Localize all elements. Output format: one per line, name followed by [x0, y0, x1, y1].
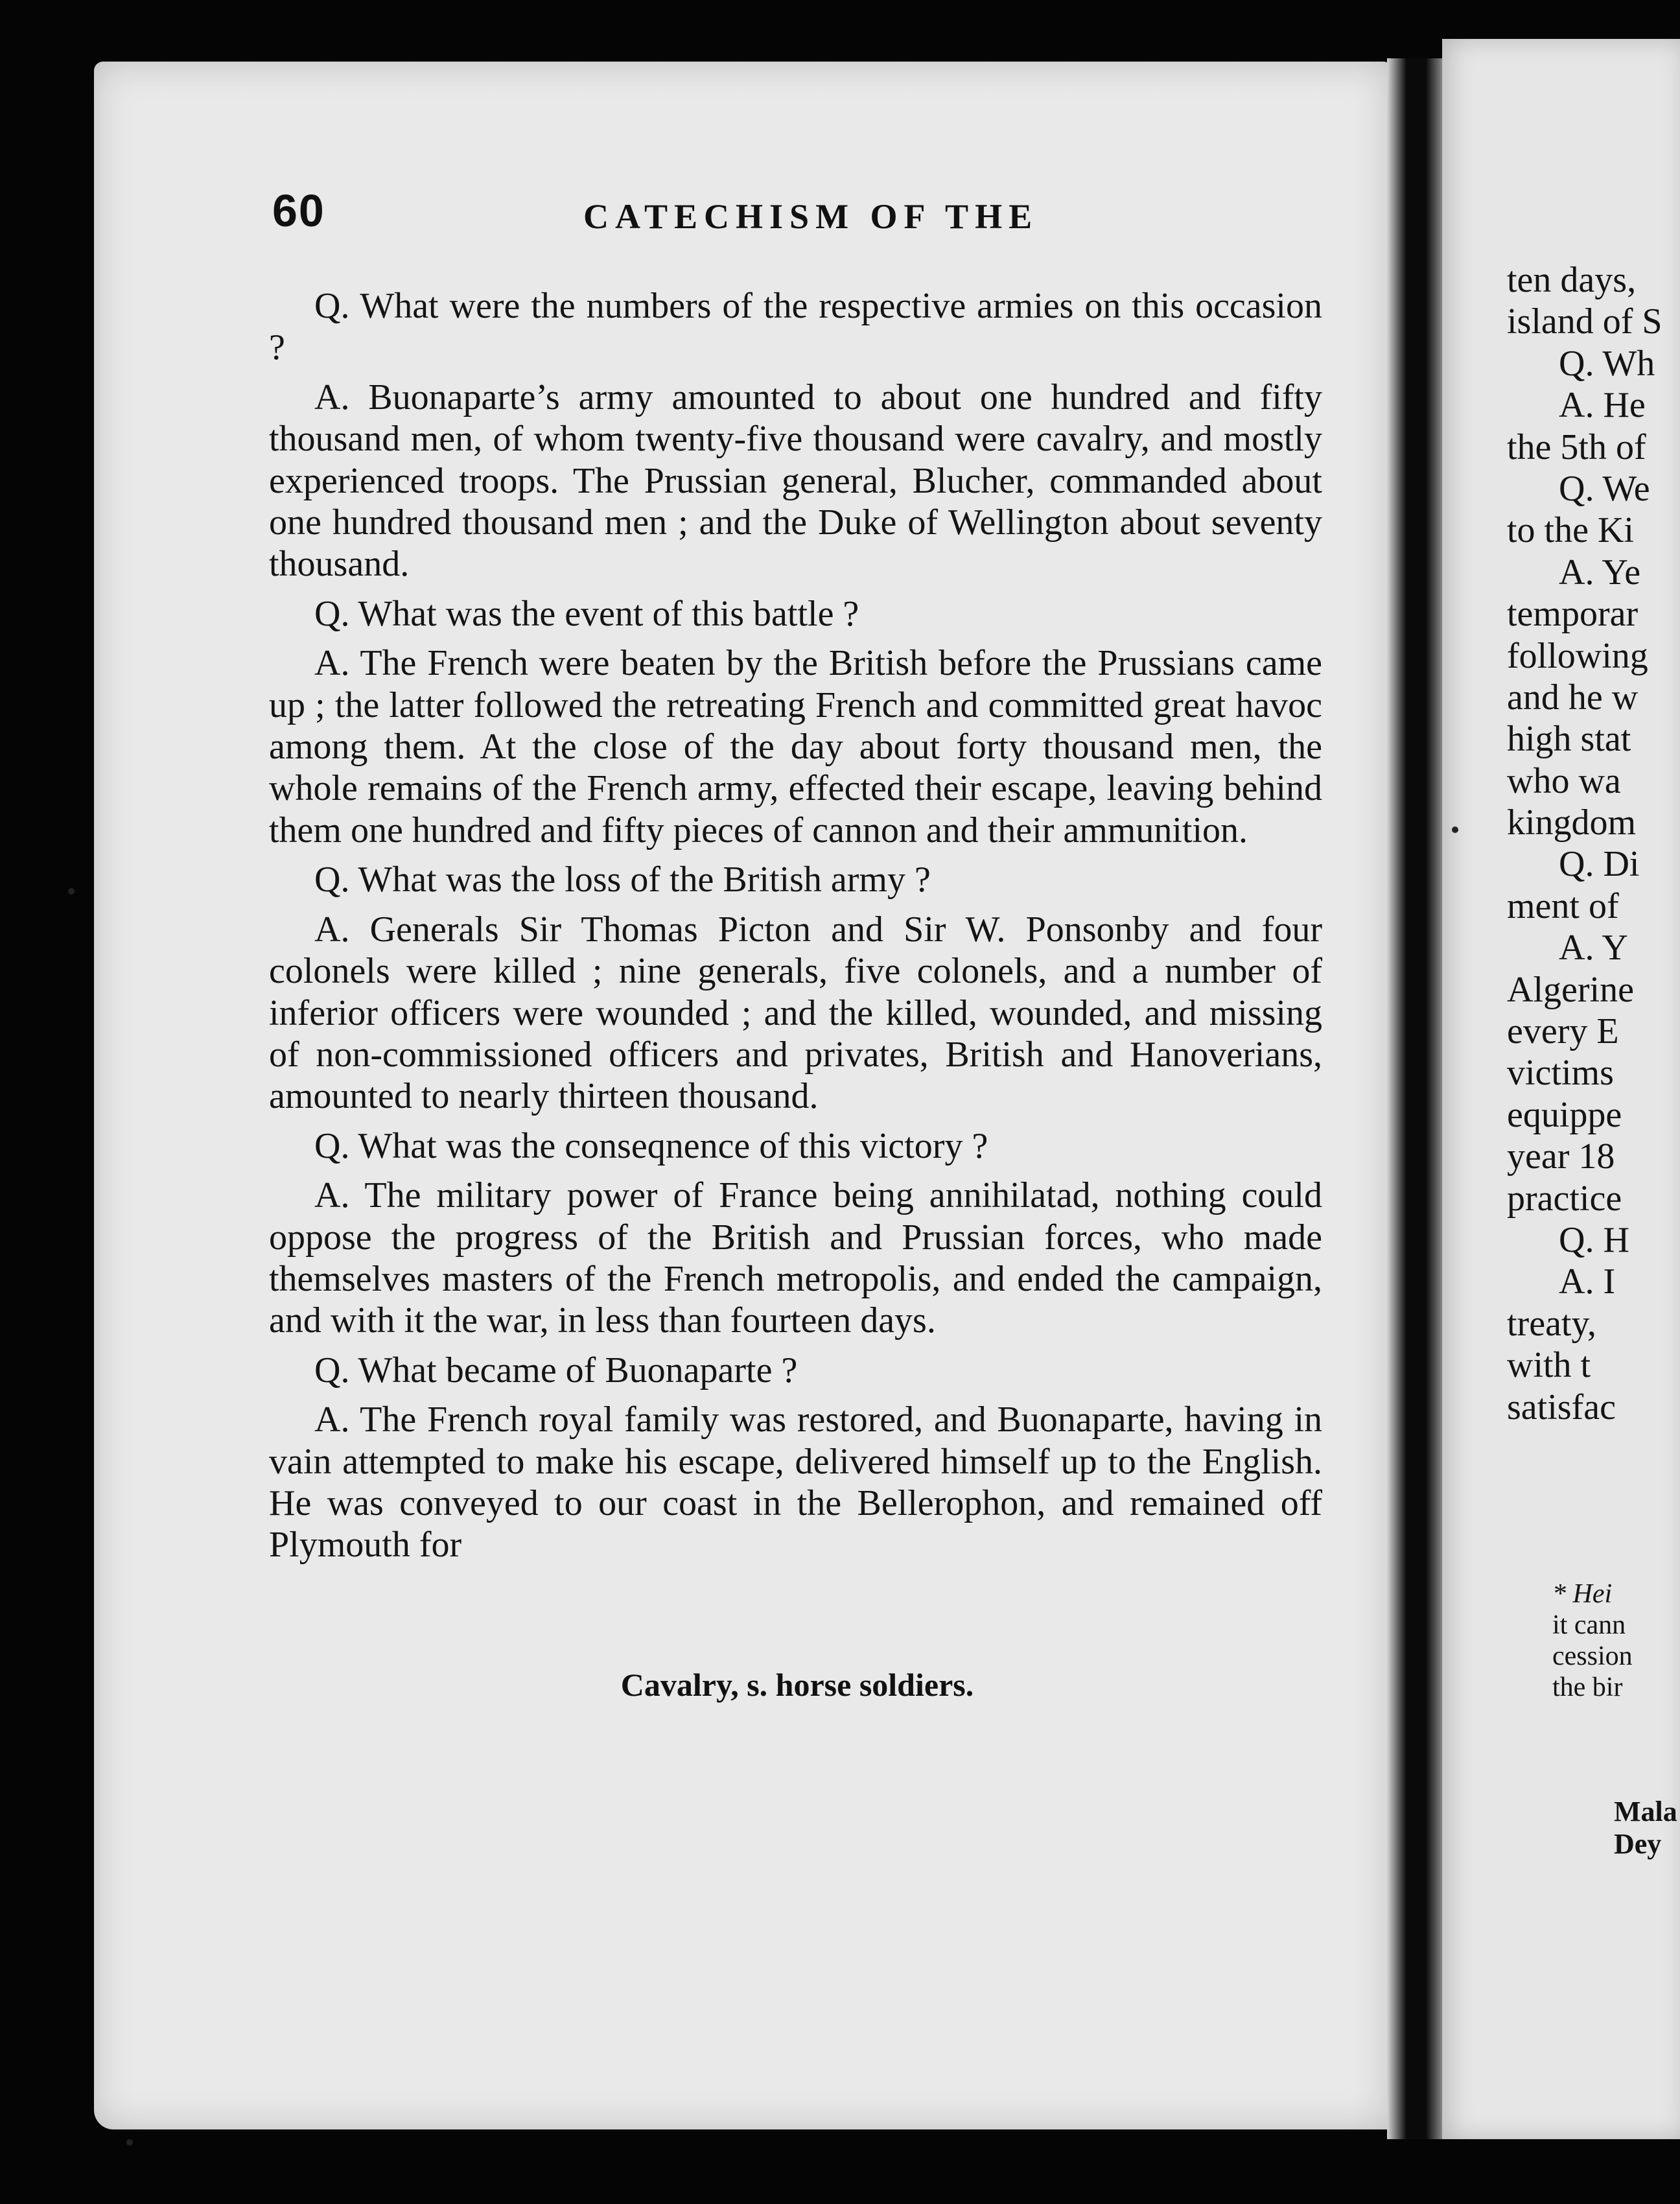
paragraph-question: Q. What was the conseqnence of this victory ?	[314, 1125, 988, 1166]
right-line: with t	[1507, 1345, 1591, 1386]
right-note-line: it cann	[1552, 1610, 1626, 1640]
right-note-line: cession	[1552, 1641, 1633, 1671]
right-note-line: Dey	[1614, 1828, 1662, 1860]
right-line: temporar	[1507, 594, 1639, 635]
right-line: high stat	[1507, 719, 1631, 760]
right-line: Algerine	[1507, 969, 1634, 1010]
right-line: A. Y	[1559, 928, 1628, 968]
right-line: ten days,	[1507, 260, 1637, 300]
right-line: following	[1507, 635, 1648, 676]
right-line: and he w	[1507, 677, 1639, 718]
paragraph-answer: A. The military power of France being annihilatad, nothing could oppose the progress of the British and Prussian forces, who made themselves masters of the French metropolis, and ended the campaign, and with it the war, in less than fourteen days.	[269, 1175, 1322, 1341]
page-number: 60	[272, 185, 325, 236]
paragraph-answer: A. The French were beaten by the British before the Prussians came up ; the latter followed the retreating French and committed great havoc among them. At the close of the day about forty thousand men, the whole remains of the French army, effected their escape, leaving behind them one hundred and fifty pieces of cannon and their ammunition.	[269, 643, 1322, 850]
right-line: every E	[1507, 1011, 1619, 1052]
scan-speck	[126, 2139, 133, 2146]
scan-speck	[68, 888, 75, 895]
right-line: to the Ki	[1507, 510, 1634, 551]
paragraph-answer: A. Buonaparte’s army amounted to about one hundred and fifty thousand men, of whom twenty-five thousand were cavalry, and mostly experienced troops. The Prussian general, Blucher, commanded about one hundred thousand men ; and the Duke of Wellington about seventy thousand.	[269, 377, 1322, 585]
paragraph-answer: A. Generals Sir Thomas Picton and Sir W. Ponsonby and four colonels were killed ; nine generals, five colonels, and a number of inferior officers were wounded ; and the killed, wounded, and missing of non-commissioned officers and privates, British and Hanoverians, amounted to nearly thirteen thousand.	[269, 909, 1322, 1117]
footnote: Cavalry, s. horse soldiers.	[620, 1667, 974, 1703]
right-line: equippe	[1507, 1094, 1622, 1135]
body-text	[269, 285, 1322, 1574]
right-line: practice	[1507, 1178, 1622, 1219]
right-line: Q. We	[1559, 468, 1650, 509]
right-line: A. I	[1559, 1261, 1616, 1302]
scan-speck	[1452, 826, 1458, 833]
right-line: Q. Di	[1559, 844, 1640, 885]
paragraph-question: Q. What were the numbers of the respective armies on this occasion ?	[269, 286, 1322, 368]
right-line: who wa	[1507, 760, 1621, 801]
right-note-line: * Hei	[1552, 1579, 1613, 1609]
right-page-notes-bottom	[1614, 1796, 1677, 1860]
paragraph-question: Q. What became of Buonaparte ?	[314, 1350, 798, 1390]
right-line: the 5th of	[1507, 427, 1646, 467]
paragraph-answer: A. The French royal family was restored, and Buonaparte, having in vain attempted to make his escape, delivered himself up to the English. He was conveyed to our coast in the Bellerophon, and remained off Plymouth for	[269, 1400, 1322, 1565]
right-line: island of S	[1507, 301, 1662, 342]
right-line: year 18	[1507, 1136, 1615, 1177]
right-note-line: Mala	[1614, 1796, 1677, 1827]
right-line: kingdom	[1507, 803, 1637, 843]
right-line: victims	[1507, 1053, 1614, 1094]
right-note-line: the bir	[1552, 1672, 1623, 1702]
right-line: satisfac	[1507, 1387, 1616, 1427]
right-page-notes	[1552, 1578, 1680, 1703]
running-title: CATECHISM OF THE	[583, 197, 1039, 236]
paragraph-question: Q. What was the loss of the British army ?	[314, 860, 931, 900]
right-line: ment of	[1507, 885, 1619, 926]
right-line: Q. H	[1559, 1219, 1629, 1260]
right-page-text	[1507, 259, 1680, 1428]
right-line: A. He	[1559, 385, 1646, 426]
right-line: treaty,	[1507, 1303, 1596, 1344]
page-header	[272, 185, 1322, 237]
right-line: A. Ye	[1559, 552, 1641, 592]
paragraph-question: Q. What was the event of this battle ?	[314, 593, 859, 634]
right-line: Q. Wh	[1559, 343, 1655, 384]
